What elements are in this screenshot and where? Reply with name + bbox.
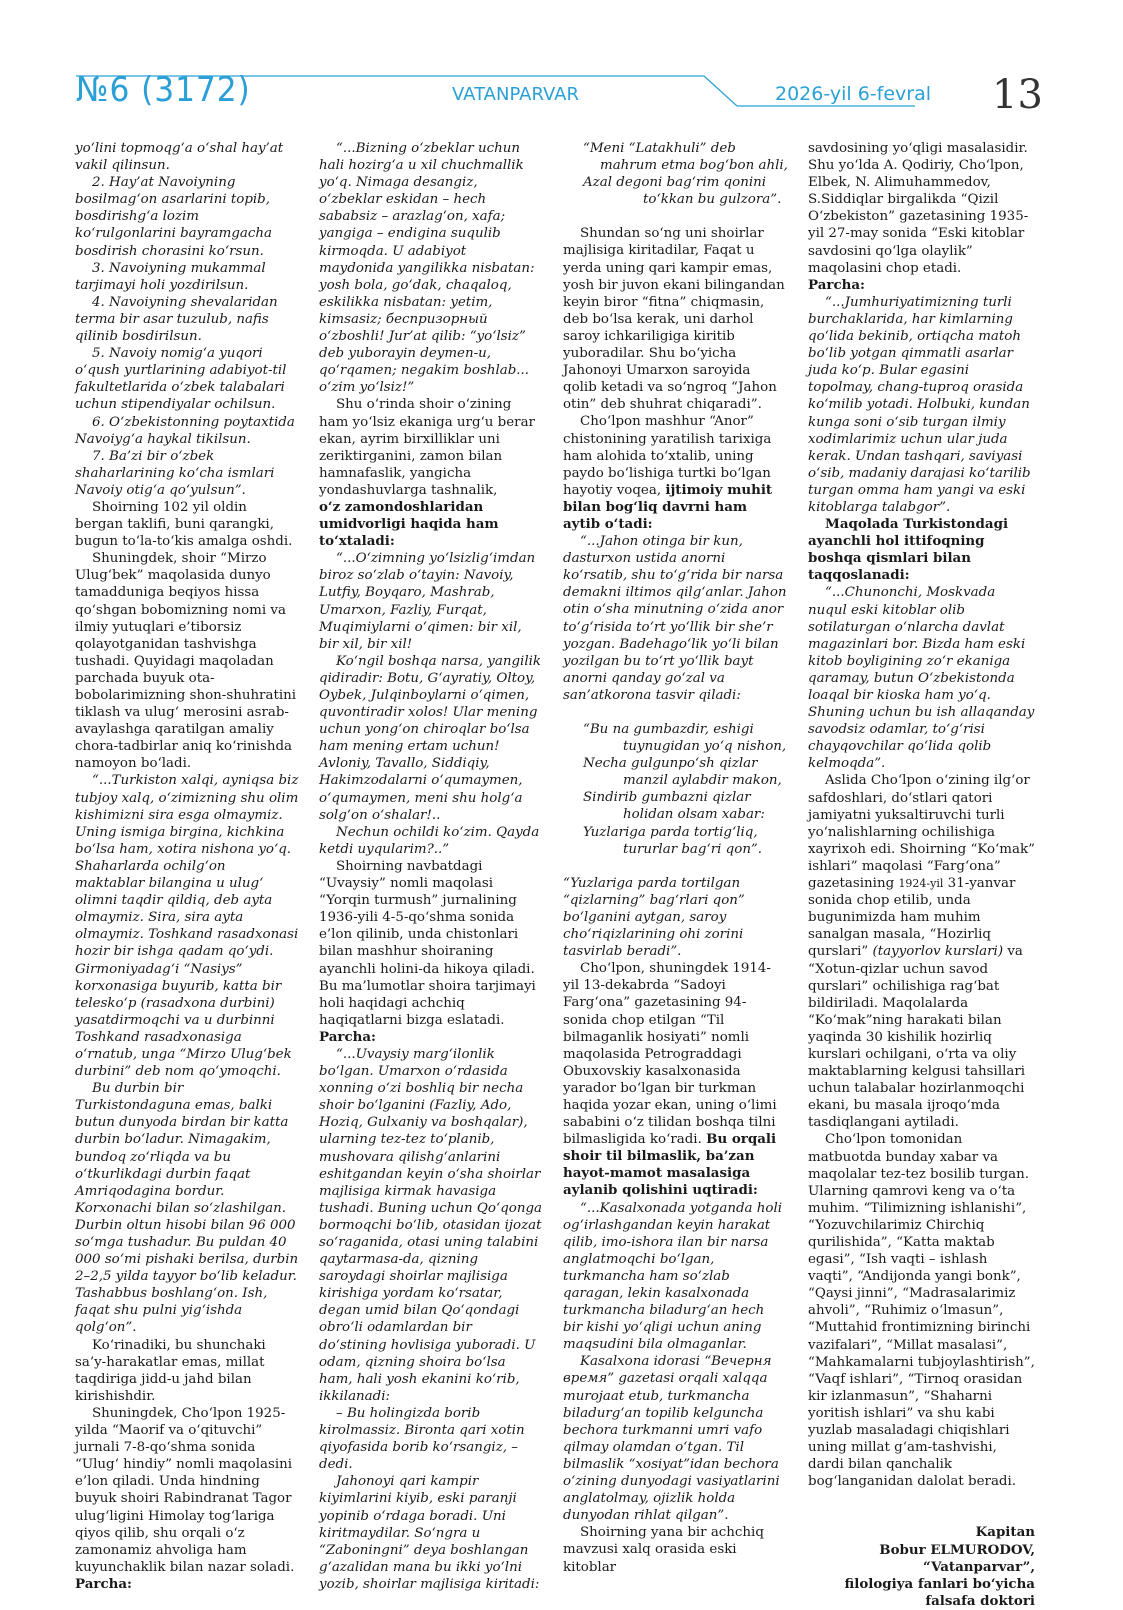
page-number: 13: [992, 72, 1043, 118]
text-column-3: [563, 140, 787, 1576]
paragraph: Cho‘lpon tomonidan matbuotda bunday xabar va maqolalar tez-tez bosilib turgan. Ularning qamrovi keng va o‘ta muhim. “Tilimizning ishlanishi”, “Yozuvchilarimiz Chirchiq qurilishida”, “Katta maktab egasi”, “Ish vaqti – ishlash vaqti”, “Andijonda yangi bonk”, “Qaysi jinni”, “Madrasalarimiz ahvoli”, “Ruhimiz o‘lmasun”, “Muttahid frontimizning birinchi vazifalari”, “Millat masalasi”, “Mahkamalarni tubjoylashtirish”, “Vaqf ishlari”, “Tirnoq orasidan kir izlanmasun”, “Shaharni yoritish ishlari” va shu kabi yuzlab masaladagi chiqishlari uning millat g‘am-tashvishi, dardi bilan qanchalik bog‘langanidan dalolat beradi.: [808, 1132, 1035, 1490]
paragraph: 5. Navoiy nomig‘a yuqori o‘qush yurtlarining adabiyot-til fakultetlarida o‘zbek talabalari uchun stipendiyalar ochilsun.: [75, 346, 287, 413]
parcha-label: Parcha:: [75, 1575, 132, 1592]
author-affiliation: “Vatanparvar”,: [923, 1558, 1035, 1575]
paragraph: 4. Navoiyning shevalaridan terma bir asar tuzulub, nafis qilinib bosdirilsun.: [75, 294, 278, 345]
paragraph: Shu o‘rinda shoir o‘zining ham yo‘lsiz ekaniga urg‘u berar ekan, ayrim birxilliklar uni zeriktirganini, zamon bilan hamnafaslik, yangicha yondashuvlarga tashnalik,: [319, 397, 535, 498]
paragraph: Shoirning navbatdagi “Uvaysiy” nomli maqolasi “Yorqin turmush” jurnalining 1936-yili 4-5-qo‘shma sonida e’lon qilinib, unda chistonlari bilan mashhur shoiraning ayanchli holini-da hikoya qiladi. Bu ma’lumotlar shoira tarjimayi holi haqidagi achchiq haqiqatlarni bizga eslatadi.: [319, 858, 536, 1028]
verse-line: Necha gulgunpo‘sh qizlar: [583, 756, 758, 772]
text-column-4: [808, 140, 1035, 1610]
newspaper-title: VATANPARVAR: [452, 84, 579, 105]
quote-paragraph: “...Kasalxonada yotganda holi og‘irlashgandan keyin harakat qilib, imo-ishora ilan bir narsa anglatmoqchi bo‘lgan, turkmancha ham so‘zlab qaragan, lekin kasalxonada turkmancha biladurg‘an hech bir kishi yo‘qligi uchun aning maqsudini bila olmaganlar.: [563, 1200, 783, 1353]
issue-date: 2026-yil 6-fevral: [775, 83, 932, 105]
quote-paragraph: Ko‘ngil boshqa narsa, yangilik qidiradir: Botu, G‘ayratiy, Oltoy, Oybek, Julqinboylarni o‘qimen, quvontiradir xolos! Ular mening uchun yong‘on chiroqlar bo‘lsa ham mening ertam uchun! Avloniy, Tavallo, Siddiqiy, Hakimzodalarni o‘qumaymen, o‘qumaymen, meni shu holg‘a solg‘on o‘shalar!..: [319, 653, 542, 823]
quote-paragraph: “...Turkiston xalqi, ayniqsa biz tubjoy xalq, o‘zimizning shu olim kishimizni sira esga olmaymiz. Uning ismiga birgina, kichkina bo‘lsa ham, xotira nishona yo‘q. Shaharlarda ochilg‘on maktablar bilangina u ulug‘ olimni taqdir qildiq, deb ayta olmaymiz. Sira, sira ayta olmaymiz. Toshkand rasadxonasi hozir bir ishga qadam qo‘ydi. Girmoniyadag‘i “Nasiys” korxonasiga buyurib, katta bir telesko‘p (rasadxona durbini) yasatdirmoqchi va u durbinni Toshkand rasadxonasiga o‘rnatub, unga “Mirzo Ulug‘bek durbini” deb nom qo‘ymoqchi.: [75, 773, 299, 1080]
quote-paragraph: “...Jahon otinga bir kun, dasturxon ustida anorni ko‘rsatib, shu to‘g‘rida bir narsa demakni iltimos qilg‘anlar. Jahon otin o‘sha minutning o‘zida anor to‘g‘risida to‘rt yo‘llik bir she’r yozgan. Badehago‘lik yo‘li bilan yozilgan bu to‘rt yo‘llik bayt anorni qanday go‘zal va san’atkorona tasvir qiladi:: [563, 534, 787, 703]
quote-paragraph: Jahonoyi qari kampir kiyimlarini kiyib, eski paranji yopinib o‘rdaga boradi. Uni kiritmaydilar. So‘ngra u “Zaboningni” deya boshlangan g‘azalidan mana bu ikki yo‘lni yozib, shoirlar majlisiga kiritadi:: [319, 1474, 540, 1592]
author-degree: filologiya fanlari bo‘yicha: [844, 1575, 1035, 1592]
text-column-2: [319, 140, 543, 1593]
date-inline: 1924-yil: [898, 877, 944, 891]
text-column-1: [75, 140, 299, 1593]
verse-line: mahrum etma bog‘bon ahli,: [600, 158, 788, 174]
verse-line: to‘kkan bu gulzora”.: [643, 192, 782, 208]
author-name: Bobur ELMURODOV,: [879, 1541, 1035, 1558]
bold-statement: o‘z zamondoshlaridan umidvorligi haqida ham to‘xtaladi:: [319, 498, 499, 550]
verse-line: “Bu na gumbazdir, eshigi: [583, 722, 754, 737]
verse-line: Yuzlariga parda tortig‘liq,: [583, 824, 758, 840]
paragraph: Shundan so‘ng uni shoirlar majlisiga kiritadilar, Faqat u yerda uning qari kampir emas, yosh bir juvon ekani bilingandan keyin biror “fitna” chiqmasin, deb bo‘lsa kerak, uni darhol saroy ichkariligiga kiritib yuboradilar. Shu bo‘yicha Jahonoyi Umarxon saroyida qolib ketadi va so‘ngroq “Jahon otin” deb shuhrat chiqaradi”.: [563, 226, 785, 413]
bold-statement: Maqolada Turkistondagi ayanchli hol ittifoqning boshqa qismlari bilan taqqoslanadi:: [808, 516, 1009, 584]
verse-block: [563, 140, 787, 208]
verse-line: Azal degoni bag‘rim qonini: [583, 175, 767, 191]
paragraph: 2. Hay’at Navoiyning bosilmag‘on asarlarini topib, bosdirishg‘a lozim ko‘rulgonlarini bayramgacha bosdirish chorasini ko‘rsun.: [75, 175, 272, 259]
paragraph: 6. O‘zbekistonning poytaxtida Navoiyg‘a haykal tikilsun.: [75, 414, 295, 447]
quote-paragraph: – Bu holingizda borib kirolmassiz. Bironta qari xotin qiyofasida borib ko‘rsangiz, – dedi.: [319, 1405, 525, 1473]
verse-line: tururlar bag‘ri qon”.: [623, 841, 763, 857]
paragraph-note: (tayyorlov kurslari): [872, 944, 1004, 960]
paragraph: Shuningdek, Cho‘lpon 1925-yilda “Maorif va o‘qituvchi” jurnali 7-8-qo‘shma sonida “Ulug‘ hindiy” nomli maqolasini e’lon qiladi. Unda hindning buyuk shoiri Rabindranat Tagor ulug‘ligini Himolay tog‘lariga qiyos qilib, shu orqali o‘z zamonamiz ahvoliga ham kuyunchaklik bilan nazar soladi.: [75, 1405, 295, 1575]
author-degree: falsafa doktori: [925, 1592, 1035, 1609]
quote-paragraph: “...O‘zimning yo‘lsizlig‘imdan biroz so‘zlab o‘tayin: Navoiy, Lutfiy, Boyqaro, Mashrab, Umarxon, Fazliy, Furqat, Muqimiylarni o‘qimen: bir xil, bir xil, bir xil!: [319, 551, 536, 652]
paragraph-text: Cho‘lpon mashhur “Anor” chistonining yaratilish tarixiga ham alohida to‘xtalib, uning paydo bo‘lishiga turtki bo‘lgan hayotiy voqea,: [563, 414, 772, 498]
paragraph: 3. Navoiyning mukammal tarjimayi holi yozdirilsun.: [75, 260, 266, 293]
bold-statement: Bu orqali shoir til bilmaslik, ba’zan hayot-mamot masalasiga aylanib qolishini uqtiradi:: [563, 1131, 777, 1199]
verse-block: [563, 721, 787, 858]
paragraph: Ko‘rinadiki, bu shunchaki sa’y-harakatlar emas, millat taqdiriga jidd-u jahd bilan kirishishdir.: [75, 1337, 266, 1404]
quote-paragraph: “...Jumhuriyatimizning turli burchaklarida, har kimlarning qo‘lida bekinib, ortiqcha matoh bo‘lib yotgan qimmatli asarlar juda ko‘p. Bular egasini topolmay, chang-tuproq orasida ko‘milib yotadi. Holbuki, kundan kunga soni o‘sib turgan ilmiy xodimlarimiz uchun ular juda kerak. Undan tashqari, saviyasi o‘sib, madaniy darajasi ko‘tarilib turgan omma ham yangi va eski kitoblarga talabgor”.: [808, 294, 1031, 515]
paragraph: Shoirning 102 yil oldin bergan taklifi, buni qarangki, bugun to‘la-to‘kis amalga oshdi.: [75, 499, 293, 550]
paragraph: Shoirning yana bir achchiq mavzusi xalq orasida eski kitoblar: [563, 1525, 764, 1575]
author-rank: Kapitan: [975, 1524, 1035, 1541]
author-signature: [808, 1524, 1035, 1609]
paragraph-text: Cho‘lpon, shuningdek 1914-yil 13-dekabrda “Sadoyi Farg‘ona” gazetasining 94-sonida chop etilgan “Til bilmaganlik hosiyati” nomli maqolasida Petrograddagi Obuxovskiy kasalxonasida yarador bo‘lgan bir turkman haqida yozar ekan, uning o‘limi sababini o‘z tilidan boshqa tilni bilmasligida ko‘radi.: [563, 961, 777, 1148]
paragraph-text: Aslida Cho‘lpon o‘zining ilg‘or safdoshlari, do‘stlari qatori jamiyatni yuksaltiruvchi turli yo‘nalishlarning ochilishiga xayrixoh edi. Shoirning “Ko‘mak” ishlari” maqolasi “Farg‘ona” gazetasining: [808, 773, 1035, 892]
quote-paragraph: Kasalxona idorasi “Вечерня время” gazetasi orqali xalqqa murojaat etub, turkmancha biladurg‘an topilib kelguncha bechora turkmanni umri vafo qilmay olamdan o‘tgan. Til bilmaslik “xosiyat”idan bechora o‘zining dunyodagi vasiyatlarini anglatolmay, ojizlik holda dunyodan rihlat qilgan”.: [563, 1354, 780, 1524]
paragraph-text: va “Xotun-qizlar uchun savod qurslari” ochilishiga rag‘bat bildiriladi. Maqolalarda “Ko‘mak”ning harakati bilan yaqinda 30 kishilik hozirliq kurslari ochilgani, o‘rta va oliy maktablarning kelgusi tahsillari uchun talabalar hozirlanmoqchi ekani, bu masala ijroqo‘mda tasdiqlangani aytiladi.: [808, 944, 1026, 1131]
paragraph: yo‘lini topmoqg‘a o‘shal hay’at vakil qilinsun.: [75, 141, 284, 174]
quote-paragraph: Bu durbin bir Turkistondaguna emas, balki butun dunyoda birdan bir katta durbin bo‘ladur. Nimagakim, bundoq zo‘rliqda va bu o‘tkurlikdagi durbin faqat Amriqodagina bordur. Korxonachi bilan so‘zlashilgan. Durbin oltun hisobi bilan 96 000 so‘mga tushadur. Bu puldan 40 000 so‘mi pishaki berilsa, durbin 2–2,5 yilda tayyor bo‘lib keladur. Tashabbus boshlang‘on. Ish, faqat shu pulni yig‘ishda qolg‘on”.: [75, 1081, 299, 1336]
quote-paragraph: “...Bizning o‘zbeklar uchun hali hozirg‘a u xil chuchmallik yo‘q. Nimaga desangiz, o‘zbeklar eskidan – hech sababsiz – arazlag‘on, xafa; yangiga – endigina suqulib kirmoqda. U adabiyot maydonida yangilikka nisbatan: yosh bola, go‘dak, chaqaloq, eskilikka nisbatan: yetim, kimsasiz; беспризорный o‘zboshli! Jur’at qilib: “yo‘lsiz” deb yuborayin deymen-u, qo‘rqamen; negakim boshlab... o‘zim yo‘lsiz!”: [319, 141, 535, 396]
quote-paragraph: “...Chunonchi, Moskvada nuqul eski kitoblar olib sotilaturgan o‘nlarcha davlat magazinlari bor. Bizda ham eski kitob boyligining zo‘r ekaniga qaramay, butun O‘zbekistonda loaqal bir kioska ham yo‘q. Shuning uchun bu ish allaqanday savodsiz odamlar, to‘g‘risi chayqovchilar qo‘lida qolib kelmoqda”.: [808, 585, 1035, 772]
verse-line: “Meni “Latakhuli” deb: [583, 141, 736, 156]
paragraph: Shuningdek, shoir “Mirzo Ulug‘bek” maqolasida dunyo tamadduniga beqiyos hissa qo‘shgan bobomizning nomi va ilmiy yutuqlari e’tiborsiz qolayotganidan tashvishga tushadi. Quyidagi maqoladan parchada buyuk ota-bobolarimizning shon-shuhratini tiklash va ulug‘ merosini asrab-avaylashga qaratilgan amaliy chora-tadbirlar aniq ko‘rinishda namoyon bo‘ladi.: [75, 551, 297, 772]
issue-number: №6 (3172): [76, 70, 251, 110]
parcha-label: Parcha:: [808, 276, 865, 293]
verse-line: holidan olsam xabar:: [623, 807, 765, 823]
parcha-label: Parcha:: [319, 1028, 376, 1045]
paragraph: 7. Ba’zi bir o‘zbek shaharlarining ko‘cha ismlari Navoiy otig‘a qo‘yulsun”.: [75, 448, 275, 498]
verse-line: Sindirib gumbazni qizlar: [583, 790, 751, 806]
quote-paragraph: Nechun ochildi ko‘zim. Qayda ketdi uyqularim?..”: [319, 824, 540, 857]
paragraph: savdosining yo‘qligi masalasidir. Shu yo‘lda A. Qodiriy, Cho‘lpon, Elbek, N. Alimuhammedov, S.Siddiqlar birgalikda “Qizil O‘zbekiston” gazetasining 1935-yil 27-may sonida “Eski kitoblar savdosini qo‘lga olaylik” maqolasini chop etadi.: [808, 141, 1029, 276]
paragraph: [808, 772, 1035, 1131]
paragraph: [563, 960, 787, 1199]
verse-line: tuynugidan yo‘q nishon,: [623, 739, 787, 755]
paragraph: [563, 413, 787, 533]
verse-line: manzil aylabdir makon,: [623, 773, 782, 789]
quote-paragraph: “...Uvaysiy marg‘ilonlik bo‘lgan. Umarxon o‘rdasida xonning o‘zi boshliq bir necha shoir bo‘lganini (Fazliy, Ado, Hoziq, Gulxaniy va boshqalar), ularning tez-tez to‘planib, mushovara qilishg‘anlarini eshitgandan keyin o‘sha shoirlar majlisiga kirmak havasiga tushadi. Buning uchun Qo‘qonga bormoqchi bo‘lib, otasidan ijozat so‘raganida, otasi uning talabini qaytarmasa-da, qizning saroydagi shoirlar majlisiga kirishiga yordam ko‘rsatar, degan umid bilan Qo‘qondagi obro‘li odamlardan bir do‘stining hovlisiga yuboradi. U odam, qizning shoira bo‘lsa ham, hali yosh ekanini ko‘rib, ikkilanadi:: [319, 1046, 543, 1404]
bold-statement: ijtimoiy muhit bilan bog‘liq davrni ham aytib o‘tadi:: [563, 481, 773, 532]
paragraph-text: 31-yanvar sonida chop etilib, unda bugunimizda ham muhim sanalgan masala, “Hozirliq qurslari”: [808, 876, 1016, 960]
quote-paragraph: “Yuzlariga parda tortilgan “qizlarning” bag‘rlari qon” bo‘lganini aytgan, saroy cho‘riqizlarining ohi zorini tasvirlab beradi”.: [563, 875, 745, 960]
